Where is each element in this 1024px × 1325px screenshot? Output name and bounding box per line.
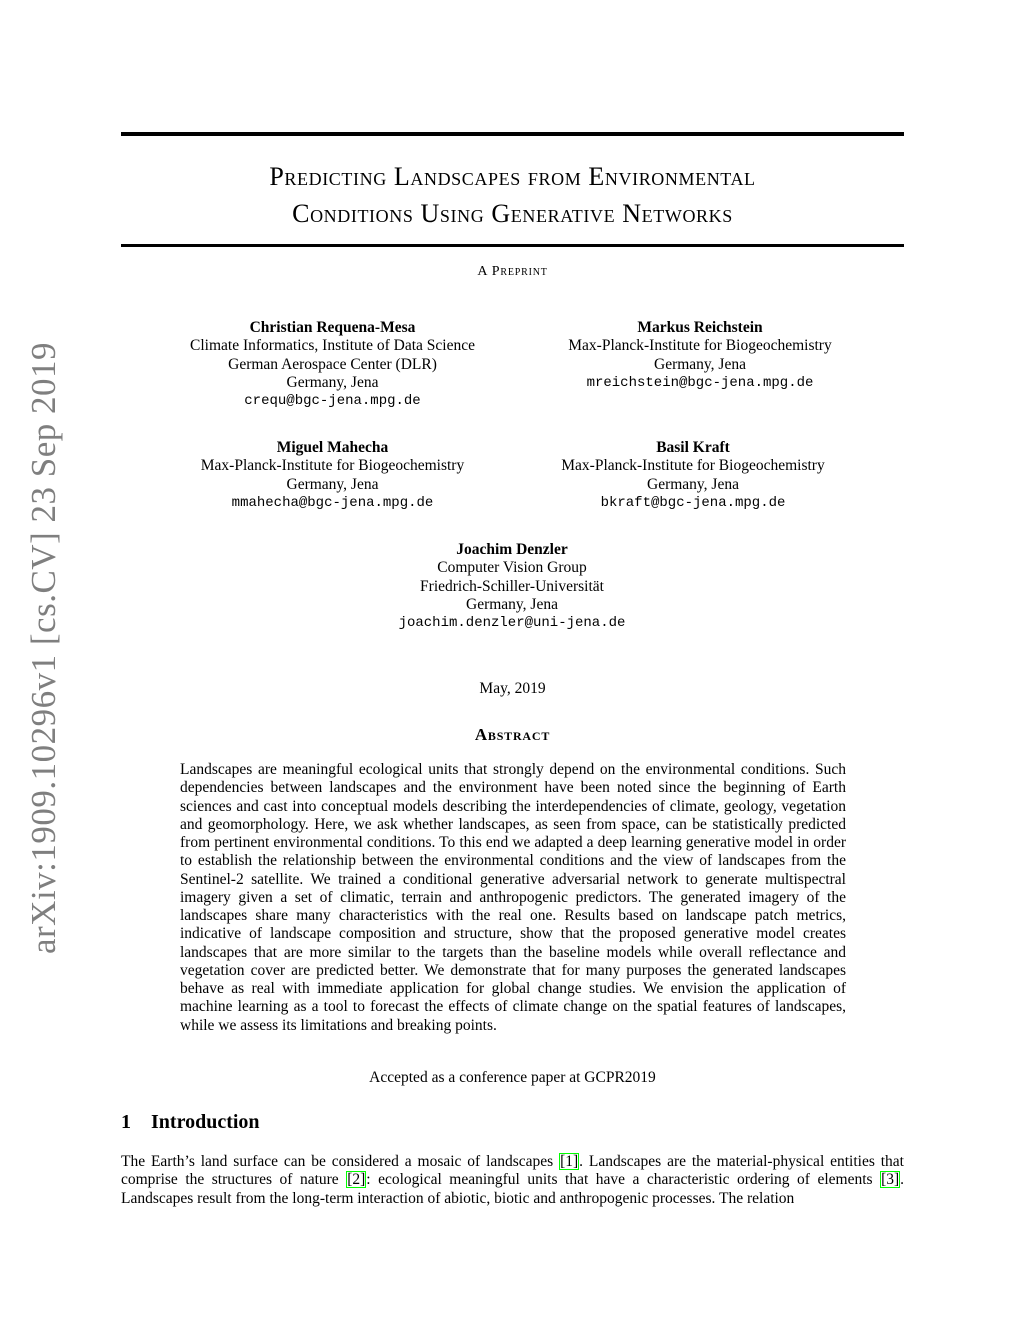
author-affiliation: Max-Planck-Institute for Biogeochemistry [568,337,832,355]
arxiv-identifier: arXiv:1909.10296v1 [cs.CV] 23 Sep 2019 [24,341,63,955]
author-block [340,541,684,632]
author-block [160,319,505,410]
section-number: 1 [121,1111,131,1133]
author-name: Miguel Mahecha [276,439,389,456]
author-affiliation: Climate Informatics, Institute of Data Science [190,337,475,355]
author-block [541,319,859,392]
intro-text: . Landscapes are the material-physical entities that comprise the structures of nature [121,1153,904,1189]
title-line-1: Predicting Landscapes from Environmental [269,162,756,191]
intro-text: : ecological meaningful units that have a characteristic ordering of elements [366,1171,881,1189]
author-block [533,439,853,512]
author-location: Germany, Jena [286,475,379,493]
title-rule-bottom [121,244,904,247]
author-affiliation: German Aerospace Center (DLR) [228,355,437,373]
citation-link[interactable]: [2] [347,1171,366,1189]
author-name: Christian Requena-Mesa [249,319,416,336]
author-affiliation: Computer Vision Group [437,559,587,577]
intro-text: . Landscapes result from the long-term interaction of abiotic, biotic and anthropogenic processes. The relation [121,1171,905,1207]
author-location: Germany, Jena [654,355,746,373]
author-email[interactable]: mmahecha@bgc-jena.mpg.de [231,494,434,511]
author-location: Germany, Jena [647,475,739,493]
preprint-label: A Preprint [477,264,548,279]
acceptance-note: Accepted as a conference paper at GCPR2019 [369,1069,656,1086]
author-email[interactable]: crequ@bgc-jena.mpg.de [244,393,421,410]
section-heading [121,1111,260,1134]
author-location: Germany, Jena [466,595,558,613]
abstract-text: Landscapes are meaningful ecological units that strongly depend on the environmental conditions. Such dependencies between landscapes and the environment have been noted since the beginning of Earth sciences and cast into conceptual models describing the interdependencies of climate, geology, vegetation and geomorphology. Here, we ask whether landscapes, as seen from space, can be statistically predicted from pertinent environmental conditions. To this end we adapted a deep learning generative model in order to establish the relationship between the environmental conditions and the view of landscapes from the Sentinel-2 satellite. We trained a conditional generative adversarial network to generate multispectral imagery given a set of climatic, terrain and anthropogenic predictors. The generated imagery of the landscapes share many characteristics with the real one. Results based on landscape patch metrics, indicative of landscape composition and structure, show that the proposed generative model creates landscapes that are more similar to the targets than the baseline models while overall reflectance and vegetation cover are predicted better. We demonstrate that for many purposes the generated landscapes behave as real with immediate application for global change studies. We envision the application of machine learning as a tool to forecast the effects of climate change on the spatial features of landscapes, while we assess its limitations and breaking points. [180,761,846,1034]
author-name: Markus Reichstein [637,319,763,336]
intro-text: The Earth’s land surface can be considered a mosaic of landscapes [121,1153,560,1170]
title-rule-top [121,132,904,136]
publication-date: May, 2019 [479,680,546,697]
paper-title [121,158,904,232]
abstract-heading: Abstract [474,725,551,744]
author-block [160,439,505,512]
author-email[interactable]: joachim.denzler@uni-jena.de [398,615,626,632]
author-affiliation: Friedrich-Schiller-Universität [420,577,604,595]
citation-link[interactable]: [3] [881,1171,900,1189]
intro-paragraph [121,1153,904,1208]
author-name: Basil Kraft [656,439,730,456]
author-email[interactable]: bkraft@bgc-jena.mpg.de [600,494,786,511]
author-affiliation: Max-Planck-Institute for Biogeochemistry [200,457,465,475]
author-affiliation: Max-Planck-Institute for Biogeochemistry [561,457,825,475]
author-email[interactable]: mreichstein@bgc-jena.mpg.de [586,374,814,391]
citation-link[interactable]: [1] [560,1153,579,1170]
section-title: Introduction [151,1111,260,1133]
author-name: Joachim Denzler [456,541,568,558]
title-line-2: Conditions Using Generative Networks [292,199,733,228]
author-location: Germany, Jena [286,373,379,391]
